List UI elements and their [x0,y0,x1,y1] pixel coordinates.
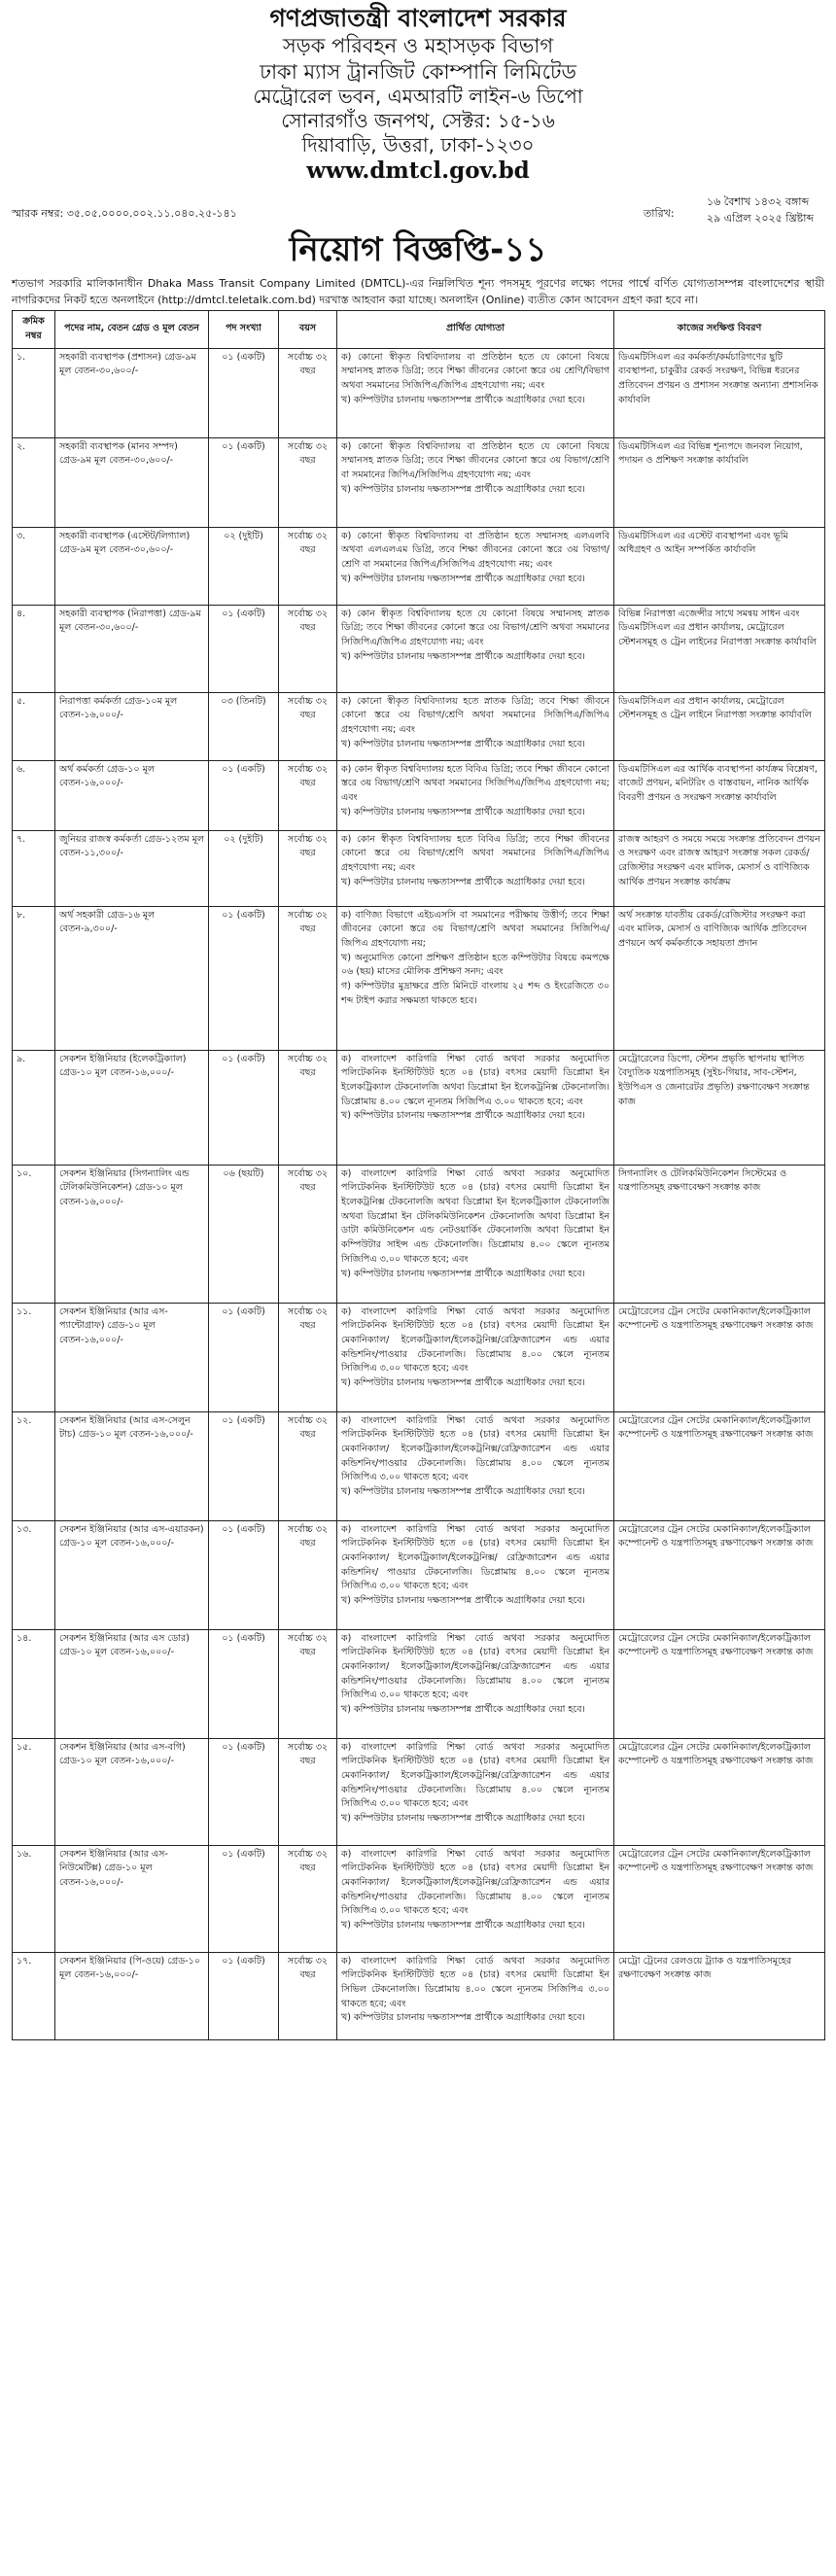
count-cell: ০১ (একটি) [209,1303,279,1411]
table-row [13,1738,825,1845]
qualification-item: খ) কম্পিউটার চালনায় দক্ষতাসম্পন্ন প্রার্থীকে অগ্রাধিকার দেয়া হবে। [341,394,585,405]
age-cell: সর্বোচ্চ ৩২ বছর [279,1050,337,1165]
age-cell: সর্বোচ্চ ৩২ বছর [279,1629,337,1738]
memo-reference: স্মারক নম্বর: ৩৫.০৫.০০০০.০০২.১১.০৪০.২৫-১৪১ [12,206,237,220]
age-cell: সর্বোচ্চ ৩২ বছর [279,760,337,830]
address-line-2: সোনারগাঁও জনপথ, সেক্টর: ১৫-১৬ [281,108,555,132]
serial-cell: ১৫. [13,1738,55,1845]
duty-cell: ডিএমটিসিএল এর এস্টেট ব্যবস্থাপনা এবং ভূমি অধিগ্রহণ ও আইন সম্পর্কিত কার্যাবলি [614,527,825,605]
qualification-item: ক) বাংলাদেশ কারিগরি শিক্ষা বোর্ড অথবা সরকার অনুমোদিত পলিটেকনিক ইনস্টিটিউট হতে ০৪ (চার) বৎসর মেয়াদী ডিপ্লোমা ইন ইলেকট্রিক্যাল টেকনোলজি অথবা ডিপ্লোমা ইন ইলেকট্রনিক্স টেকনোলজি। ডিপ্লোমায় ৪.০০ স্কেলে ন্যূনতম সিজিপিএ ৩.০০ থাকতে হবে; এবং [341,1053,610,1107]
count-cell: ০১ (একটি) [209,348,279,437]
table-row [13,348,825,437]
age-cell: সর্বোচ্চ ৩২ বছর [279,605,337,692]
qualification-cell [337,692,614,760]
serial-cell: ১৪. [13,1629,55,1738]
govt-name: গণপ্রজাতন্ত্রী বাংলাদেশ সরকার [269,4,567,32]
serial-cell: ১. [13,348,55,437]
table-row [13,692,825,760]
serial-cell: ১০. [13,1165,55,1303]
date-bangla: ১৬ বৈশাখ ১৪৩২ বঙ্গাব্দ [707,194,810,208]
post-cell: সেকশন ইঞ্জিনিয়ার (আর এস-নিউমেটিক্স) গ্রেড-১০ মূল বেতন-১৬,০০০/- [55,1845,209,1952]
table-body [13,348,825,2039]
qualification-item: ক) কোনো স্বীকৃত বিশ্ববিদ্যালয় বা প্রতিষ্ঠান হতে সম্মানসহ এলএলবি অথবা এলএলএম ডিগ্রি, তবে শিক্ষা জীবনের কোনো স্তরে ৩য় বিভাগ/শ্রেণি বা সমমানের জিপিএ/সিজিপিএ গ্রহণযোগ্য নয়; এবং [341,530,610,570]
post-cell: জুনিয়র রাজস্ব কর্মকর্তা গ্রেড-১২তম মূল বেতন-১১,৩০০/- [55,830,209,906]
age-cell: সর্বোচ্চ ৩২ বছর [279,1411,337,1520]
table-row [13,1520,825,1629]
serial-cell: ২. [13,437,55,527]
count-cell: ০১ (একটি) [209,1952,279,2039]
serial-cell: ৯. [13,1050,55,1165]
duty-cell: ডিএমটিসিএল এর কর্মকর্তা/কর্মচারিগণের ছুটি ব্যবস্থাপনা, চাকুরীর রেকর্ড সংরক্ষণ, বিভিন্ন ধরনের প্রতিবেদন প্রণয়ন ও প্রশাসন সংক্রান্ত অন্যান্য প্রশাসনিক কার্যাবলি [614,348,825,437]
count-cell: ০১ (একটি) [209,1738,279,1845]
qualification-cell [337,1520,614,1629]
division-name: সড়ক পরিবহন ও মহাসড়ক বিভাগ [282,34,554,58]
serial-cell: ৫. [13,692,55,760]
table-row [13,1629,825,1738]
age-cell: সর্বোচ্চ ৩২ বছর [279,437,337,527]
qualification-item: ক) কোনো স্বীকৃত বিশ্ববিদ্যালয় বা প্রতিষ্ঠান হতে যে কোনো বিষয়ে সম্মানসহ স্নাতক ডিগ্রি; তবে শিক্ষা জীবনের কোনো স্তরে ৩য় বিভাগ/শ্রেণি বা সমমানের জিপিএ/সিজিপিএ গ্রহণযোগ্য নয়; এবং [341,440,610,480]
header-qualification: প্রার্থিত যোগ্যতা [337,310,614,348]
qualification-item: খ) কম্পিউটার চালনায় দক্ষতাসম্পন্ন প্রার্থীকে অগ্রাধিকার দেয়া হবে। [341,1377,585,1389]
notice-title: নিয়োগ বিজ্ঞপ্তি-১১ [289,229,547,269]
duty-cell: অর্থ সংক্রান্ত যাবতীয় রেকর্ড/রেজিস্টার সংরক্ষণ করা এবং মালিক, মেসার্স ও বাণিজ্যিক আর্থিক প্রতিবেদন প্রণয়নে অর্থ কর্মকর্তাকে সহায়তা প্রদান [614,906,825,1050]
serial-cell: ৩. [13,527,55,605]
qualification-cell [337,527,614,605]
table-row [13,830,825,906]
qualification-cell [337,906,614,1050]
qualification-item: ক) কোনো স্বীকৃত বিশ্ববিদ্যালয় বা প্রতিষ্ঠান হতে যে কোনো বিষয়ে সম্মানসহ স্নাতক ডিগ্রি; তবে শিক্ষা জীবনের কোনো স্তরে ৩য় শ্রেণি/বিভাগ অথবা সমমানের সিজিপিএ/জিপিএ গ্রহণযোগ্য নয়; এবং [341,351,610,391]
count-cell: ০৬ (ছয়টি) [209,1165,279,1303]
qualification-item: খ) কম্পিউটার চালনায় দক্ষতাসম্পন্ন প্রার্থীকে অগ্রাধিকার দেয়া হবে। [341,483,585,495]
qualification-cell [337,348,614,437]
post-cell: নিরাপত্তা কর্মকর্তা গ্রেড-১০ম মূল বেতন-১৬,০০০/- [55,692,209,760]
count-cell: ০২ (দুইটি) [209,830,279,906]
table-row [13,437,825,527]
table-row [13,1050,825,1165]
qualification-cell [337,1952,614,2039]
duty-cell: সিগন্যালিং ও টেলিকমিউনিকেশন সিস্টেমের ও যন্ত্রপাতিসমূহ রক্ষণাবেক্ষণ সংক্রান্ত কাজ [614,1165,825,1303]
qualification-item: ক) বাংলাদেশ কারিগরি শিক্ষা বোর্ড অথবা সরকার অনুমোদিত পলিটেকনিক ইনস্টিটিউট হতে ০৪ (চার) বৎসর মেয়াদী ডিপ্লোমা ইন সিভিল টেকনোলজি। ডিপ্লোমায় ৪.০০ স্কেলে ন্যূনতম সিজিপিএ ৩.০০ থাকতে হবে; এবং [341,1955,610,2009]
count-cell: ০১ (একটি) [209,437,279,527]
count-cell: ০১ (একটি) [209,760,279,830]
count-cell: ০২ (দুইটি) [209,527,279,605]
date-english: ২৯ এপ্রিল ২০২৫ খ্রিষ্টাব্দ [707,212,815,226]
qualification-cell [337,437,614,527]
serial-cell: ১৭. [13,1952,55,2039]
qualification-item: ক) কোনো স্বীকৃত বিশ্ববিদ্যালয় হতে স্নাতক ডিগ্রি; তবে শিক্ষা জীবনে কোনো স্তরে ৩য় বিভাগ/শ্রেণি অথবা সমমানের সিজিপিএ/জিপিএ গ্রহণযোগ্য নয়; এবং [341,695,610,735]
qualification-item: ক) বাংলাদেশ কারিগরি শিক্ষা বোর্ড অথবা সরকার অনুমোদিত পলিটেকনিক ইনস্টিটিউট হতে ০৪ (চার) বৎসর মেয়াদী ডিপ্লোমা ইন মেকানিক্যাল/ ইলেকট্রিক্যাল/ইলেকট্রনিক্স/রেফ্রিজারেশন এন্ড এয়ার কন্ডিশনিং/পাওয়ার টেকনোলজি। ডিপ্লোমায় ৪.০০ স্কেলে ন্যূনতম সিজিপিএ ৩.০০ থাকতে হবে; এবং [341,1305,610,1375]
post-cell: অর্থ সহকারী গ্রেড-১৬ মূল বেতন-৯,৩০০/- [55,906,209,1050]
age-cell: সর্বোচ্চ ৩২ বছর [279,692,337,760]
table-row [13,906,825,1050]
post-cell: সেকশন ইঞ্জিনিয়ার (আর এস-এয়ারকন) গ্রেড-১০ মূল বেতন-১৬,০০০/- [55,1520,209,1629]
post-cell: সহকারী ব্যবস্থাপক (নিরাপত্তা) গ্রেড-৯ম মূল বেতন-৩০,৬০০/- [55,605,209,692]
post-cell: সেকশন ইঞ্জিনিয়ার (আর এস-সেলুন টাচ) গ্রেড-১০ মূল বেতন-১৬,০০০/- [55,1411,209,1520]
age-cell: সর্বোচ্চ ৩২ বছর [279,1520,337,1629]
table-row [13,1952,825,2039]
count-cell: ০১ (একটি) [209,906,279,1050]
table-header-row [13,310,825,348]
qualification-item: খ) কম্পিউটার চালনায় দক্ষতাসম্পন্ন প্রার্থীকে অগ্রাধিকার দেয়া হবে। [341,876,585,888]
qualification-item: খ) অনুমোদিত কোনো প্রশিক্ষণ প্রতিষ্ঠান হতে কম্পিউটার বিষয়ে কমপক্ষে ০৬ (ছয়) মাসের মৌলিক প্রশিক্ষণ সনদ; এবং [341,952,610,978]
post-cell: সহকারী ব্যবস্থাপক (এস্টেট/লিগ্যাল) গ্রেড-৯ম মূল বেতন-৩০,৬০০/- [55,527,209,605]
qualification-item: খ) কম্পিউটার চালনায় দক্ষতাসম্পন্ন প্রার্থীকে অগ্রাধিকার দেয়া হবে। [341,1813,585,1825]
header-duties: কাজের সংক্ষিপ্ত বিবরণ [614,310,825,348]
qualification-cell [337,1845,614,1952]
count-cell: ০১ (একটি) [209,1845,279,1952]
post-cell: সহকারী ব্যবস্থাপক (মানব সম্পদ) গ্রেড-৯ম মূল বেতন-৩০,৬০০/- [55,437,209,527]
vacancy-table [12,310,825,2040]
qualification-item: ক) কোন স্বীকৃত বিশ্ববিদ্যালয় হতে বিবিএ ডিগ্রি; তবে শিক্ষা জীবনে কোনো স্তরে ৩য় বিভাগ/শ্রেণি অথবা সমমানের সিজিপিএ/জিপিএ গ্রহণযোগ্য নয়; এবং [341,763,610,803]
duty-cell: মেট্রোরেলের ট্রেন সেটের মেকানিক্যাল/ইলেকট্রিক্যাল কম্পোনেন্ট ও যন্ত্রপাতিসমূহ রক্ষণাবেক্ষণ সংক্রান্ত কাজ [614,1845,825,1952]
qualification-cell [337,1165,614,1303]
qualification-item: ক) কোন স্বীকৃত বিশ্ববিদ্যালয় হতে যে কোনো বিষয়ে সম্মানসহ স্নাতক ডিগ্রি; তবে শিক্ষা জীবনের কোনো স্তরে ৩য় বিভাগ/শ্রেণি অথবা সমমানের সিজিপিএ/জিপিএ গ্রহণযোগ্য নয়; এবং [341,608,610,647]
post-cell: সেকশন ইঞ্জিনিয়ার (সিগন্যালিং এন্ড টেলিকমিউনিকেশন) গ্রেড-১০ মূল বেতন-১৬,০০০/- [55,1165,209,1303]
header-age: বয়স [279,310,337,348]
qualification-item: খ) কম্পিউটার চালনায় দক্ষতাসম্পন্ন প্রার্থীকে অগ্রাধিকার দেয়া হবে। [341,1268,585,1279]
address-line-1: মেট্রোরেল ভবন, এমআরটি লাইন-৬ ডিপো [253,84,583,108]
serial-cell: ৮. [13,906,55,1050]
qualification-cell [337,760,614,830]
count-cell: ০১ (একটি) [209,1411,279,1520]
age-cell: সর্বোচ্চ ৩২ বছর [279,348,337,437]
table-row [13,605,825,692]
duty-cell: মেট্রোরেলের ট্রেন সেটের মেকানিক্যাল/ইলেকট্রিক্যাল কম্পোনেন্ট ও যন্ত্রপাতিসমূহ রক্ষণাবেক্ষণ সংক্রান্ত কাজ [614,1738,825,1845]
duty-cell: বিভিন্ন নিরাপত্তা এজেন্সীর সাথে সমন্বয় সাধন এবং ডিএমটিসিএল এর প্রধান কার্যালয়, মেট্রোরেল স্টেশনসমূহ ও ট্রেন লাইনের নিরাপত্তা সংক্রান্ত কার্যাবলি [614,605,825,692]
qualification-item: ক) কোন স্বীকৃত বিশ্ববিদ্যালয় হতে বিবিএ ডিগ্রি; তবে শিক্ষা জীবনের কোনো স্তরে ৩য় বিভাগ/শ্রেণি অথবা সমমানের সিজিপিএ/জিপিএ গ্রহণযোগ্য নয়; এবং [341,833,610,873]
letterhead [12,0,824,186]
duty-cell: মেট্রোরেলের ট্রেন সেটের মেকানিক্যাল/ইলেকট্রিক্যাল কম্পোনেন্ট ও যন্ত্রপাতিসমূহ রক্ষণাবেক্ষণ সংক্রান্ত কাজ [614,1411,825,1520]
post-cell: সেকশন ইঞ্জিনিয়ার (আর এস-বগি) গ্রেড-১০ মূল বেতন-১৬,০০০/- [55,1738,209,1845]
age-cell: সর্বোচ্চ ৩২ বছর [279,1303,337,1411]
qualification-item: ক) বাংলাদেশ কারিগরি শিক্ষা বোর্ড অথবা সরকার অনুমোদিত পলিটেকনিক ইনস্টিটিউট হতে ০৪ (চার) বৎসর মেয়াদী ডিপ্লোমা ইন মেকানিক্যাল/ ইলেকট্রিক্যাল/ইলেকট্রনিক্স/ রেফ্রিজারেশন এন্ড এয়ার কন্ডিশনিং/ পাওয়ার টেকনোলজি। ডিপ্লোমায় ৪.০০ স্কেলে ন্যূনতম সিজিপিএ ৩.০০ থাকতে হবে; এবং [341,1523,610,1592]
qualification-item: খ) কম্পিউটার চালনায় দক্ষতাসম্পন্ন প্রার্থীকে অগ্রাধিকার দেয়া হবে। [341,2012,585,2024]
qualification-cell [337,605,614,692]
duty-cell: মেট্রোরেলের ট্রেন সেটের মেকানিক্যাল/ইলেকট্রিক্যাল কম্পোনেন্ট ও যন্ত্রপাতিসমূহ রক্ষণাবেক্ষণ সংক্রান্ত কাজ [614,1629,825,1738]
age-cell: সর্বোচ্চ ৩২ বছর [279,1165,337,1303]
serial-cell: ৪. [13,605,55,692]
serial-cell: ৬. [13,760,55,830]
qualification-cell [337,1303,614,1411]
table-row [13,760,825,830]
duty-cell: ডিএমটিসিএল এর বিভিন্ন শূন্যপদে জনবল নিয়োগ, পদায়ন ও প্রশিক্ষণ সংক্রান্ত কার্যাবলি [614,437,825,527]
qualification-item: খ) কম্পিউটার চালনায় দক্ষতাসম্পন্ন প্রার্থীকে অগ্রাধিকার দেয়া হবে। [341,1920,585,1932]
qualification-item: খ) কম্পিউটার চালনায় দক্ষতাসম্পন্ন প্রার্থীকে অগ্রাধিকার দেয়া হবে। [341,806,585,818]
table-row [13,1845,825,1952]
qualification-item: গ) কম্পিউটার মুদ্রাক্ষরে প্রতি মিনিটে বাংলায় ২৫ শব্দ ও ইংরেজিতে ৩০ শব্দ টাইপ করার সক্ষমতা থাকতে হবে। [341,981,610,1006]
qualification-item: খ) কম্পিউটার চালনায় দক্ষতাসম্পন্ন প্রার্থীকে অগ্রাধিকার দেয়া হবে। [341,738,585,749]
header-post: পদের নাম, বেতন গ্রেড ও মূল বেতন [55,310,209,348]
intro-paragraph: শতভাগ সরকারি মালিকানাধীন Dhaka Mass Transit Company Limited (DMTCL)-এর নিম্নলিখিত শূন্য পদসমূহ পূরণের লক্ষ্যে পদের পার্শ্বে বর্ণিত যোগ্যতাসম্পন্ন বাংলাদেশের স্থায়ী নাগরিকদের নিকট হতে অনলাইনে (http://dmtcl.teletalk.com.bd) দরখাস্ত আহবান করা যাচ্ছে। অনলাইন (Online) ব্যতীত কোন আবেদন গ্রহণ করা হবে না। [12,276,824,306]
duty-cell: রাজস্ব আহরণ ও সময়ে সময়ে সংক্রান্ত প্রতিবেদন প্রণয়ন ও সংরক্ষণ এবং রাজস্ব আহরণ সংক্রান্ত সকল রেকর্ড/রেজিস্টার সংরক্ষণ এবং মালিক, মেসার্স ও বাণিজ্যিক আর্থিক প্রণয়ন সংক্রান্ত কার্যক্রম [614,830,825,906]
qualification-item: খ) কম্পিউটার চালনায় দক্ষতাসম্পন্ন প্রার্থীকে অগ্রাধিকার দেয়া হবে। [341,1486,585,1498]
qualification-item: ক) বাণিজ্য বিভাগে এইচএসসি বা সমমানের পরীক্ষায় উত্তীর্ণ; তবে শিক্ষা জীবনের কোনো স্তরে ৩য় বিভাগ/শ্রেণি অথবা সমমানের সিজিপিএ/জিপিএ গ্রহণযোগ্য নয়; [341,909,610,949]
duty-cell: মেট্রোরেলের ট্রেন সেটের মেকানিক্যাল/ইলেকট্রিক্যাল কম্পোনেন্ট ও যন্ত্রপাতিসমূহ রক্ষণাবেক্ষণ সংক্রান্ত কাজ [614,1303,825,1411]
qualification-cell [337,1629,614,1738]
header-serial: ক্রমিক নম্বর [13,310,55,348]
age-cell: সর্বোচ্চ ৩২ বছর [279,1738,337,1845]
duty-cell: মেট্রোরেলের ডিপো, স্টেশন প্রভৃতি স্থাপনায় স্থাপিত বৈদ্যুতিক যন্ত্রপাতিসমূহ (সুইচ-গিয়ার, সাব-স্টেশন, ইউপিএস ও জেনারেটর প্রভৃতি) রক্ষণাবেক্ষণ সংক্রান্ত কাজ [614,1050,825,1165]
post-cell: সেকশন ইঞ্জিনিয়ার (ইলেকট্রিক্যাল) গ্রেড-১০ মূল বেতন-১৬,০০০/- [55,1050,209,1165]
duty-cell: ডিএমটিসিএল এর প্রধান কার্যালয়, মেট্রোরেল স্টেশনসমূহ ও ট্রেন লাইনে নিরাপত্তা সংক্রান্ত কার্যাবলি [614,692,825,760]
qualification-cell [337,1411,614,1520]
qualification-item: খ) কম্পিউটার চালনায় দক্ষতাসম্পন্ন প্রার্থীকে অগ্রাধিকার দেয়া হবে। [341,650,585,662]
qualification-cell [337,1738,614,1845]
date-label: তারিখ: [644,206,675,220]
qualification-item: ক) বাংলাদেশ কারিগরি শিক্ষা বোর্ড অথবা সরকার অনুমোদিত পলিটেকনিক ইনস্টিটিউট হতে ০৪ (চার) বৎসর মেয়াদী ডিপ্লোমা ইন মেকানিক্যাল/ ইলেকট্রিক্যাল/ইলেকট্রনিক্স/রেফ্রিজারেশন এন্ড এয়ার কন্ডিশনিং/পাওয়ার টেকনোলজি। ডিপ্লোমায় ৪.০০ স্কেলে ন্যূনতম সিজিপিএ ৩.০০ থাকতে হবে; এবং [341,1414,610,1483]
serial-cell: ১৩. [13,1520,55,1629]
post-cell: সেকশন ইঞ্জিনিয়ার (আর এস ডোর) গ্রেড-১০ মূল বেতন-১৬,০০০/- [55,1629,209,1738]
count-cell: ০১ (একটি) [209,1050,279,1165]
table-row [13,1411,825,1520]
serial-cell: ১২. [13,1411,55,1520]
count-cell: ০১ (একটি) [209,1629,279,1738]
qualification-item: ক) বাংলাদেশ কারিগরি শিক্ষা বোর্ড অথবা সরকার অনুমোদিত পলিটেকনিক ইনস্টিটিউট হতে ০৪ (চার) বৎসর মেয়াদী ডিপ্লোমা ইন মেকানিক্যাল/ ইলেকট্রিক্যাল/ইলেকট্রনিক্স/রেফ্রিজারেশন এন্ড এয়ার কন্ডিশনিং/পাওয়ার টেকনোলজি। ডিপ্লোমায় ৪.০০ স্কেলে ন্যূনতম সিজিপিএ ৩.০০ থাকতে হবে; এবং [341,1848,610,1917]
age-cell: সর্বোচ্চ ৩২ বছর [279,527,337,605]
table-row [13,1165,825,1303]
qualification-item: খ) কম্পিউটার চালনায় দক্ষতাসম্পন্ন প্রার্থীকে অগ্রাধিকার দেয়া হবে। [341,1110,585,1122]
company-name: ঢাকা ম্যাস ট্রানজিট কোম্পানি লিমিটেড [260,59,576,84]
post-cell: অর্থ কর্মকর্তা গ্রেড-১০ মূল বেতন-১৬,০০০/- [55,760,209,830]
age-cell: সর্বোচ্চ ৩২ বছর [279,830,337,906]
count-cell: ০১ (একটি) [209,605,279,692]
qualification-item: ক) বাংলাদেশ কারিগরি শিক্ষা বোর্ড অথবা সরকার অনুমোদিত পলিটেকনিক ইনস্টিটিউট হতে ০৪ (চার) বৎসর মেয়াদী ডিপ্লোমা ইন মেকানিক্যাল/ ইলেকট্রিক্যাল/ইলেকট্রনিক্স/রেফ্রিজারেশন এন্ড এয়ার কন্ডিশনিং/পাওয়ার টেকনোলজি। ডিপ্লোমায় ৪.০০ স্কেলে ন্যূনতম সিজিপিএ ৩.০০ থাকতে হবে; এবং [341,1632,610,1701]
qualification-cell [337,1050,614,1165]
post-cell: সেকশন ইঞ্জিনিয়ার (আর এস-প্যান্টোগ্রাফ) গ্রেড-১০ মূল বেতন-১৬,০০০/- [55,1303,209,1411]
serial-cell: ১১. [13,1303,55,1411]
age-cell: সর্বোচ্চ ৩২ বছর [279,1952,337,2039]
qualification-item: ক) বাংলাদেশ কারিগরি শিক্ষা বোর্ড অথবা সরকার অনুমোদিত পলিটেকনিক ইনস্টিটিউট হতে ০৪ (চার) বৎসর মেয়াদী ডিপ্লোমা ইন ইলেকট্রনিক্স টেকনোলজি অথবা ডিপ্লোমা ইন ইলেকট্রিক্যাল টেকনোলজি অথবা ডিপ্লোমা ইন টেলিকমিউনিকেশন টেকনোলজি অথবা ডিপ্লোমা ইন ডাটা কমিউনিকেশন এন্ড নেটওয়ার্কিং টেকনোলজি অথবা ডিপ্লোমা ইন কম্পিউটার সাইন্স এন্ড টেকনোলজি। ডিপ্লোমায় ৪.০০ স্কেলে ন্যূনতম সিজিপিএ ৩.০০ থাকতে হবে; এবং [341,1167,610,1265]
memo-row [12,186,824,225]
qualification-cell [337,830,614,906]
post-cell: সেকশন ইঞ্জিনিয়ার (পি-ওয়ে) গ্রেড-১০ মূল বেতন-১৬,০০০/- [55,1952,209,2039]
post-cell: সহকারী ব্যবস্থাপক (প্রশাসন) গ্রেড-৯ম মূল বেতন-৩০,৬০০/- [55,348,209,437]
age-cell: সর্বোচ্চ ৩২ বছর [279,1845,337,1952]
count-cell: ০৩ (তিনটি) [209,692,279,760]
table-row [13,1303,825,1411]
header-count: পদ সংখ্যা [209,310,279,348]
serial-cell: ৭. [13,830,55,906]
serial-cell: ১৬. [13,1845,55,1952]
qualification-item: ক) বাংলাদেশ কারিগরি শিক্ষা বোর্ড অথবা সরকার অনুমোদিত পলিটেকনিক ইনস্টিটিউট হতে ০৪ (চার) বৎসর মেয়াদী ডিপ্লোমা ইন মেকানিক্যাল/ ইলেকট্রিক্যাল/ইলেকট্রনিক্স/রেফ্রিজারেশন এন্ড এয়ার কন্ডিশনিং/পাওয়ার টেকনোলজি। ডিপ্লোমায় ৪.০০ স্কেলে ন্যূনতম সিজিপিএ ৩.০০ থাকতে হবে; এবং [341,1741,610,1810]
address-line-3: দিয়াবাড়ি, উত্তরা, ঢাকা-১২৩০ [301,132,535,157]
qualification-item: খ) কম্পিউটার চালনায় দক্ষতাসম্পন্ন প্রার্থীকে অগ্রাধিকার দেয়া হবে। [341,1595,585,1607]
website-link[interactable]: www.dmtcl.gov.bd [306,157,530,184]
age-cell: সর্বোচ্চ ৩২ বছর [279,906,337,1050]
table-row [13,527,825,605]
memo-dates [707,193,814,227]
duty-cell: ডিএমটিসিএল এর আর্থিক ব্যবস্থাপনা কার্যক্রম বিশ্লেষণ, বাজেট প্রণয়ন, মনিটরিং ও বাস্তবায়ন, নানিক আর্থিক বিবরণী প্রণয়ন ও সংরক্ষণ সংক্রান্ত কার্যাবলি [614,760,825,830]
duty-cell: মেট্রো ট্রেনের রেলওয়ে ট্র্যাক ও যন্ত্রপাতিসমূহের রক্ষণাবেক্ষণ সংক্রান্ত কাজ [614,1952,825,2039]
qualification-item: খ) কম্পিউটার চালনায় দক্ষতাসম্পন্ন প্রার্থীকে অগ্রাধিকার দেয়া হবে। [341,573,585,584]
duty-cell: মেট্রোরেলের ট্রেন সেটের মেকানিক্যাল/ইলেকট্রিক্যাল কম্পোনেন্ট ও যন্ত্রপাতিসমূহ রক্ষণাবেক্ষণ সংক্রান্ত কাজ [614,1520,825,1629]
qualification-item: খ) কম্পিউটার চালনায় দক্ষতাসম্পন্ন প্রার্থীকে অগ্রাধিকার দেয়া হবে। [341,1704,585,1716]
count-cell: ০১ (একটি) [209,1520,279,1629]
